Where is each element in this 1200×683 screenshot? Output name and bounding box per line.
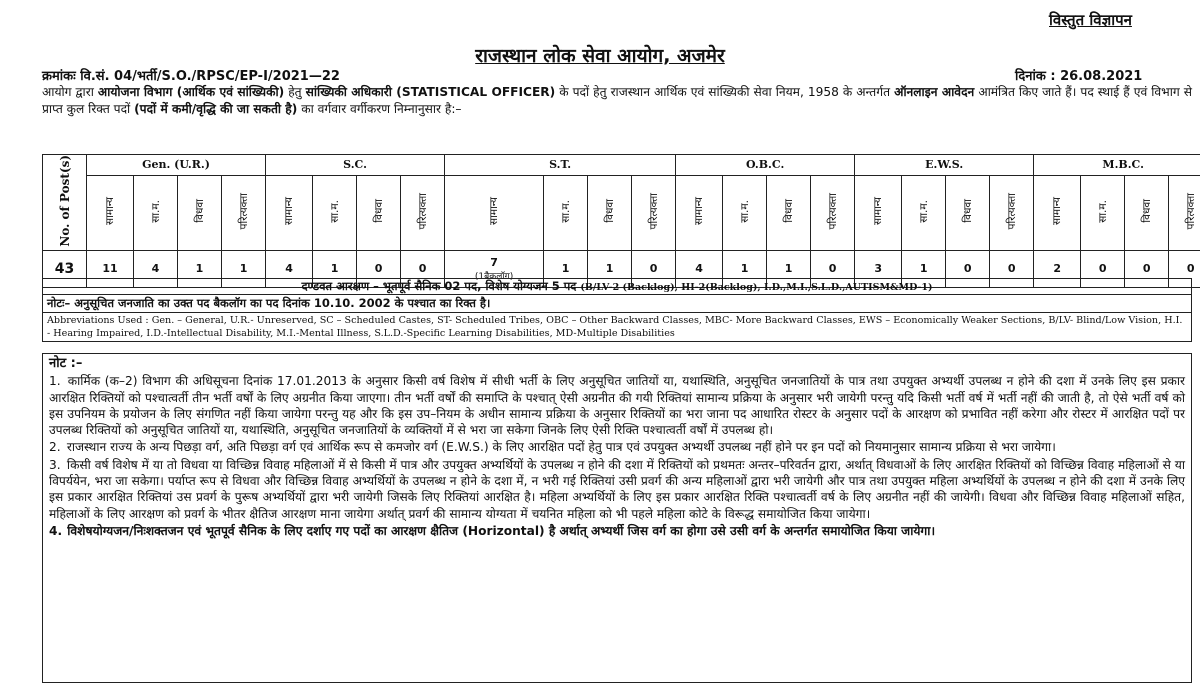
reservation-detail: (B/LV-2 (Backlog), HI-2(Backlog), I.D.,M.I.,S.L.D.,AUTISM&MD-1) bbox=[580, 282, 932, 293]
posts-header-cell bbox=[43, 155, 87, 251]
subcategory-label: विधवा bbox=[961, 199, 975, 223]
notes-list bbox=[49, 373, 1185, 539]
vacancy-count: 3 bbox=[874, 262, 882, 275]
vacancy-count: 0 bbox=[1099, 262, 1107, 275]
subcategory-header-cell bbox=[313, 175, 357, 250]
online-application-text: ऑनलाइन आवेदन bbox=[894, 85, 974, 99]
vacancy-count: 0 bbox=[650, 262, 658, 275]
subcategory-label: परित्यक्ता bbox=[416, 193, 430, 229]
subcategory-header-cell bbox=[946, 175, 990, 250]
vacancy-table bbox=[42, 154, 1200, 288]
category-ews: E.W.S. bbox=[855, 155, 1034, 176]
total-posts-cell: 43 bbox=[43, 250, 87, 287]
subcategory-header-cell bbox=[1169, 175, 1200, 250]
subcategory-header-cell bbox=[544, 175, 588, 250]
vacancy-count: 4 bbox=[285, 262, 293, 275]
subcategory-label: सामान्य bbox=[692, 197, 706, 225]
organization-title bbox=[0, 42, 1200, 68]
subcategory-label: परित्यक्ता bbox=[1184, 193, 1198, 229]
subcategory-label: परित्यक्ता bbox=[647, 193, 661, 229]
note-item bbox=[49, 439, 1185, 455]
note-text: राजस्थान राज्य के अन्य पिछड़ा वर्ग, अति पिछड़ा वर्ग एवं आर्थिक रूप से कमजोर वर्ग (E.W.S.) के लिए आरक्षित पदों हेतु पात्र एवं उपयुक्त अभ्यर्थी उपलब्ध नहीं होने पर इन पदों को नियमानुसार सामान्य प्रक्रिया से भरा जायेगा। bbox=[67, 440, 1056, 454]
abbreviations: Abbreviations Used : Gen. – General, U.R.- Unreserved, SC – Scheduled Castes, ST- Scheduled Tribes, OBC – Other Backward Classes, MBC- More Backward Classes, EWS – Economically Weaker Sections, B/LV- Blind/Low Vision, H.I. - Hearing Impaired, I.D.-Intellectual Disability, M.I.-Mental Illness, S.L.D.-Specific Learning Disabilities, MD-Multiple Disabilities bbox=[42, 313, 1192, 342]
posts-header: No. of Post(s) bbox=[58, 155, 72, 247]
vacancy-count: 0 bbox=[1187, 262, 1195, 275]
category-mbc: M.B.C. bbox=[1034, 155, 1200, 176]
subcategory-header-cell bbox=[588, 175, 632, 250]
vacancy-count: 7 bbox=[490, 256, 498, 269]
note-item bbox=[49, 523, 1185, 539]
vacancy-count: 1 bbox=[606, 262, 614, 275]
vacancy-count: 0 bbox=[829, 262, 837, 275]
note-text: विशेषयोग्यजन/निःशक्तजन एवं भूतपूर्व सैनिक के लिए दर्शाए गए पदों का आरक्षण क्षैतिज (Horizontal) है अर्थात् अभ्यर्थी जिस वर्ग का होगा उसे उसी वर्ग के अन्तर्गत समायोजित किया जायेगा। bbox=[67, 524, 935, 538]
note-text: कार्मिक (क–2) विभाग की अधिसूचना दिनांक 17.01.2013 के अनुसार किसी वर्ष विशेष में सीधी भर्ती के लिए अनुसूचित जातियों या, यथास्थिति, अनुसूचित जनजातियों के पात्र तथा उपयुक्त अभ्यर्थी उपलब्ध न होने की दशा में उनके लिए इस प्रकार आरक्षित रिक्तियों को पश्चात्वर्ती तीन भर्ती वर्षों के लिए अग्रनीत किया जाएगा। तीन भर्ती वर्षों की समाप्ति के पश्चात् ऐसी अग्रनीत की गयी रिक्तियां सामान्य प्रक्रिया के अनुसार भरी जायेगी परन्तु यदि किसी भर्ती वर्ष में भर्ती नहीं की जाती है, तो ऐसे भर्ती वर्ष को इस उपनियम के प्रयोजन के लिए संगणित नहीं किया जायेगा परन्तु यह और कि इस उप–नियम के अधीन सामान्य प्रक्रिया के अनुसार रिक्तियों का भरा जाना पद आधारित रोस्टर के अनुसार पदों के आरक्षण को प्रभावित नहीं करेगा और रोस्टर में आरक्षित पदों पर उपलब्ध रिक्तियों को अनुसूचित जातियों या, यथास्थिति, अनुसूचित जनजातियों के व्यक्तियों में से भरा जा सकेगा जिनके लिए ऐसी रिक्ति पश्चात्वर्ती वर्षों में उपलब्ध हो। bbox=[49, 374, 1185, 437]
department-name: आयोजना विभाग (आर्थिक एवं सांख्यिकी) bbox=[98, 85, 284, 99]
subcategory-label: विधवा bbox=[193, 199, 207, 223]
intro-text: हेतु bbox=[284, 85, 305, 99]
subcategory-label: विधवा bbox=[372, 199, 386, 223]
subcategory-header-cell bbox=[855, 175, 902, 250]
subcategory-header-cell bbox=[401, 175, 445, 250]
subcategory-header-cell bbox=[723, 175, 767, 250]
vacancy-count: 1 bbox=[920, 262, 928, 275]
advertisement-date: दिनांक : 26.08.2021 bbox=[1015, 66, 1142, 84]
vacancy-count: 1 bbox=[741, 262, 749, 275]
subcategory-header-cell bbox=[811, 175, 855, 250]
vacancy-count: 1 bbox=[240, 262, 248, 275]
subcategory-header-cell bbox=[902, 175, 946, 250]
vacancy-count: 11 bbox=[102, 262, 117, 275]
vacancy-count: 1 bbox=[331, 262, 339, 275]
note-item bbox=[49, 457, 1185, 522]
subcategory-label: सा.म. bbox=[149, 200, 163, 223]
subcategory-label: सामान्य bbox=[282, 197, 296, 225]
st-backlog-note: नोटः– अनुसूचित जनजाति का उक्त पद बैकलॉग का पद दिनांक 10.10. 2002 के पश्चात का रिक्त है। bbox=[42, 295, 1192, 313]
note-item bbox=[49, 373, 1185, 438]
subcategory-header-cell bbox=[1125, 175, 1169, 250]
advertisement-type-label: विस्तुत विज्ञापन bbox=[1049, 10, 1132, 30]
subcategory-label: विधवा bbox=[782, 199, 796, 223]
subcategory-label: सा.म. bbox=[1096, 200, 1110, 223]
subcategory-header-cell bbox=[134, 175, 178, 250]
subcategory-header-cell bbox=[767, 175, 811, 250]
vacancy-count: 0 bbox=[1143, 262, 1151, 275]
category-header-row bbox=[43, 155, 1200, 176]
note-number: 4. bbox=[49, 523, 63, 539]
subcategory-label: परित्यक्ता bbox=[1005, 193, 1019, 229]
backlog-note: (1बैकलॉग) bbox=[445, 269, 543, 282]
category-gen-ur: Gen. (U.R.) bbox=[87, 155, 266, 176]
category-obc: O.B.C. bbox=[676, 155, 855, 176]
notes-section bbox=[42, 353, 1192, 683]
vacancy-count: 4 bbox=[152, 262, 160, 275]
subcategory-header-cell bbox=[445, 175, 544, 250]
subcategory-header-cell bbox=[676, 175, 723, 250]
intro-text: आमंत्रित किए जाते हैं। पद स्थाई हैं एवं विभाग से प्राप्त कुल रिक्त पदों bbox=[42, 85, 1192, 116]
note-text: किसी वर्ष विशेष में या तो विधवा या विच्छिन्न विवाह महिलाओं में से किसी में पात्र और उपयुक्त अभ्यर्थियों के उपलब्ध न होने की दशा में रिक्तियों को प्रथमतः अन्तर–परिवर्तन द्वारा, अर्थात् विधवाओं के लिए आरक्षित रिक्तियों को विच्छिन्न विवाह महिलाओं से या विपर्ययेन, भरा जा सकेगा। पर्याप्त रूप से विधवा और विच्छिन्न विवाह अभ्यर्थियों के उपलब्ध न होने के दशा में, न भरी गई रिक्तियां उसी प्रवर्ग की अन्य महिलाओं द्वारा भरी जायेगी और पात्र तथा उपयुक्त महिला अभ्यर्थियों के उपलब्ध न होने की दशा में उनके लिए इस प्रकार आरक्षित रिक्तियां उस प्रवर्ग के पुरूष अभ्यर्थियों द्वारा भरी जायेगी जिसके लिए रिक्तियां आरक्षित है। महिला अभ्यर्थियों के लिए इस प्रकार आरक्षित रिक्ति पश्चात्वर्ती वर्ष के लिए अग्रनीत नहीं की जायेगी। विधवा और विच्छिन्न विवाह महिलाओं सहित, महिलाओं के लिए आरक्षण को प्रवर्ग के भीतर क्षैतिज आरक्षण माना जायेगा अर्थात् प्रवर्ग की सामान्य योग्यता में चयनित महिला को भी पहले महिला कोटे के विरूद्ध समायोजित किया जायेगा। bbox=[49, 458, 1185, 521]
vacancy-count: 1 bbox=[196, 262, 204, 275]
subcategory-label: सा.म. bbox=[559, 200, 573, 223]
notes-title: नोट :– bbox=[49, 356, 1185, 372]
subcategory-label: विधवा bbox=[603, 199, 617, 223]
subcategory-header-cell bbox=[178, 175, 222, 250]
note-number: 3. bbox=[49, 457, 63, 473]
note-number: 1. bbox=[49, 373, 63, 389]
subcategory-label: सामान्य bbox=[871, 197, 885, 225]
category-st: S.T. bbox=[445, 155, 676, 176]
vacancy-count: 0 bbox=[1008, 262, 1016, 275]
subcategory-header-cell bbox=[222, 175, 266, 250]
vacancy-count: 0 bbox=[419, 262, 427, 275]
vacancy-count: 0 bbox=[964, 262, 972, 275]
subcategory-label: सा.म. bbox=[917, 200, 931, 223]
subcategory-label: सा.म. bbox=[328, 200, 342, 223]
note-number: 2. bbox=[49, 439, 63, 455]
subcategory-label: सामान्य bbox=[1050, 197, 1064, 225]
organization-name: राजस्थान लोक सेवा आयोग, अजमेर bbox=[475, 45, 725, 67]
subcategory-header-cell bbox=[632, 175, 676, 250]
category-sc: S.C. bbox=[266, 155, 445, 176]
intro-text: का वर्गवार वर्गीकरण निम्नानुसार है:– bbox=[297, 102, 461, 116]
subcategory-header-cell bbox=[357, 175, 401, 250]
reservation-line bbox=[42, 278, 1192, 295]
vacancy-count: 2 bbox=[1053, 262, 1061, 275]
vacancy-count: 1 bbox=[785, 262, 793, 275]
subcategory-label: सा.म. bbox=[738, 200, 752, 223]
subcategory-header-cell bbox=[990, 175, 1034, 250]
subcategory-header-cell bbox=[266, 175, 313, 250]
subcategory-label: परित्यक्ता bbox=[826, 193, 840, 229]
vacancy-count: 4 bbox=[695, 262, 703, 275]
intro-text: के पदों हेतु राजस्थान आर्थिक एवं सांख्यिकी सेवा नियम, 1958 के अन्तर्गत bbox=[555, 85, 894, 99]
subcategory-header-cell bbox=[1034, 175, 1081, 250]
subcategory-header-cell bbox=[1081, 175, 1125, 250]
vacancy-count: 0 bbox=[375, 262, 383, 275]
vacancy-change-note: (पदों में कमी/वृद्धि की जा सकती है) bbox=[134, 102, 297, 116]
vacancy-count: 1 bbox=[562, 262, 570, 275]
subcategory-label: विधवा bbox=[1140, 199, 1154, 223]
intro-paragraph bbox=[42, 84, 1192, 117]
post-name: सांख्यिकी अधिकारी (STATISTICAL OFFICER) bbox=[306, 85, 556, 99]
subcategory-header-cell bbox=[87, 175, 134, 250]
reference-number: क्रमांकः वि.सं. 04/भर्ती/S.O./RPSC/EP-I/2021—22 bbox=[42, 66, 340, 84]
subcategory-label: सामान्य bbox=[487, 197, 501, 225]
subcategory-label: परित्यक्ता bbox=[237, 193, 251, 229]
intro-text: आयोग द्वारा bbox=[42, 85, 98, 99]
subcategory-header-row bbox=[43, 175, 1200, 250]
reservation-main: दण्डवत आरक्षण – भूतपूर्व सैनिक 02 पद, विशेष योग्यजन 5 पद bbox=[301, 279, 580, 293]
subcategory-label: सामान्य bbox=[103, 197, 117, 225]
